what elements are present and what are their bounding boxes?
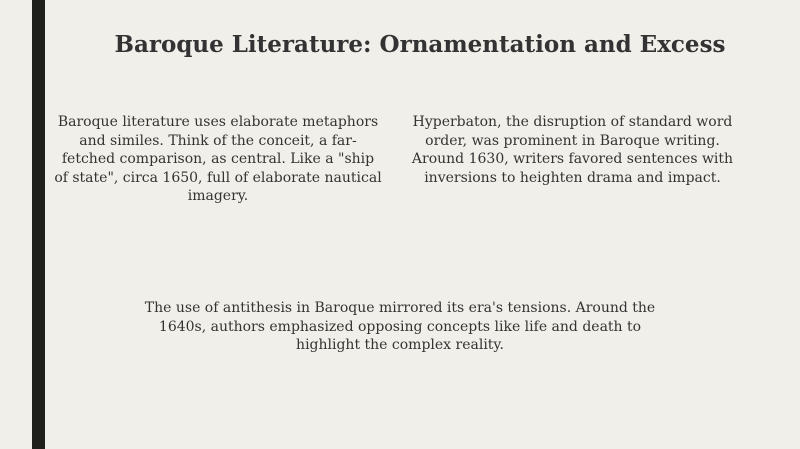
slide-title: Baroque Literature: Ornamentation and Excess [114, 31, 726, 58]
paragraph-hyperbaton: Hyperbaton, the disruption of standard word order, was prominent in Baroque writing. Around 1630, writers favored sentences with inversions to heighten drama and impact. [411, 114, 734, 186]
paragraph-antithesis: The use of antithesis in Baroque mirrored its era's tensions. Around the 1640s, authors emphasized opposing concepts like life and death to highlight the complex reality. [144, 300, 656, 353]
accent-bar [32, 0, 45, 449]
paragraph-metaphors: Baroque literature uses elaborate metaphors and similes. Think of the conceit, a far-fetched comparison, as central. Like a "ship of state", circa 1650, full of elaborate nautical imagery. [54, 114, 382, 204]
